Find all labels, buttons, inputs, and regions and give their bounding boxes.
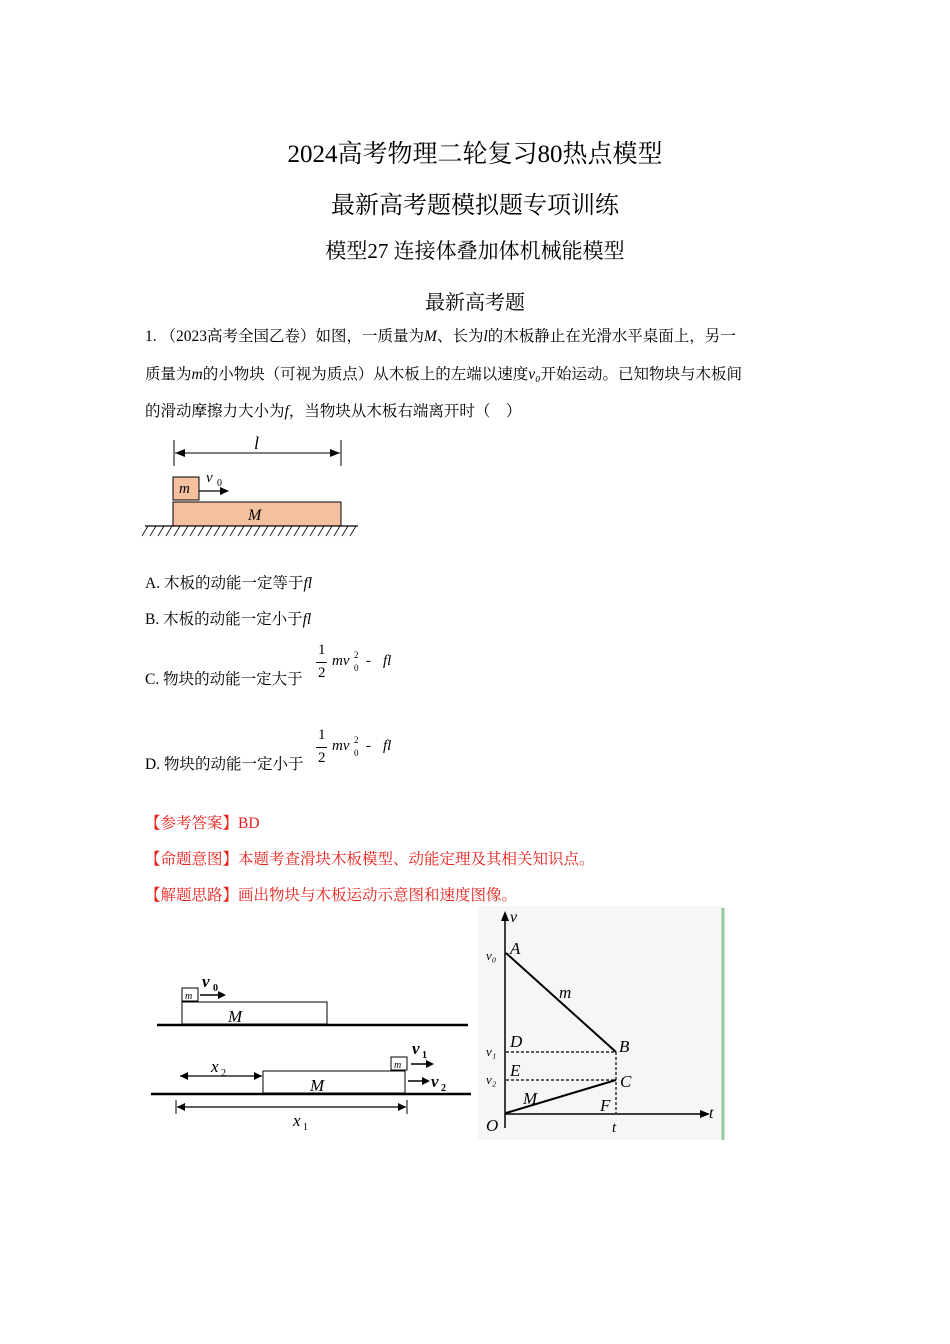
- document-title: 2024高考物理二轮复习80热点模型: [287, 141, 663, 168]
- M-label: M: [248, 507, 262, 524]
- v1-arrowhead: [426, 1060, 434, 1068]
- line-M-label: M: [523, 1089, 538, 1108]
- l-arrow-left: [175, 449, 185, 457]
- m-top-label: m: [185, 991, 193, 1002]
- question-line-1: 1. （2023高考全国乙卷）如图，一质量为M、长为l的木板静止在光滑水平桌面上，另一: [145, 328, 736, 345]
- point-D: D: [510, 1032, 523, 1051]
- answer-line: 【参考答案】BD: [145, 815, 260, 832]
- origin-label: O: [486, 1116, 499, 1135]
- x2-label: x: [211, 1057, 219, 1076]
- ground-hatch: [142, 526, 356, 536]
- point-B: B: [619, 1037, 630, 1056]
- axis-t-label: t: [709, 1105, 714, 1122]
- block-board-figure: [140, 430, 365, 545]
- option-d-formula: 1 2 mv 2 0 -: [318, 727, 371, 766]
- m-bottom-label: m: [394, 1060, 402, 1071]
- v1-sub: 1: [422, 1050, 427, 1061]
- l-arrow-right: [330, 449, 340, 457]
- option-a[interactable]: A. 木板的动能一定等于fl: [145, 575, 313, 592]
- point-F: F: [600, 1096, 611, 1115]
- option-d[interactable]: D. 物块的动能一定小于: [145, 756, 304, 773]
- M-top-label: M: [228, 1007, 243, 1026]
- model-title: 模型27 连接体叠加体机械能模型: [325, 239, 625, 263]
- option-b[interactable]: B. 木板的动能一定小于fl: [145, 611, 312, 628]
- point-C: C: [620, 1072, 632, 1091]
- tick-v1: v₁: [486, 1044, 497, 1059]
- tick-v2: v₂: [486, 1072, 497, 1087]
- motion-schematic: [145, 960, 480, 1140]
- v0-label: v: [206, 470, 213, 486]
- approach-line: 【解题思路】画出物块与木板运动示意图和速度图像。: [145, 887, 518, 904]
- point-E: E: [510, 1061, 521, 1080]
- l-label: l: [254, 433, 260, 453]
- axis-v-label: v: [510, 909, 518, 926]
- v2-sub: 2: [441, 1083, 446, 1094]
- v2-label: v: [431, 1072, 439, 1091]
- option-c[interactable]: C. 物块的动能一定大于: [145, 671, 303, 688]
- v0-subscript: 0: [217, 478, 222, 489]
- x1-arrow-right: [398, 1103, 406, 1111]
- question-line-3: 的滑动摩擦力大小为f，当物块从木板右端离开时（ ）: [145, 403, 522, 420]
- x2-arrow-left: [180, 1072, 188, 1080]
- option-c-formula: 1 2 mv 2 0 -: [318, 642, 371, 681]
- M-bottom-label: M: [310, 1076, 325, 1095]
- x2-arrow-right: [254, 1072, 262, 1080]
- option-c-fl: fl: [383, 653, 392, 669]
- document-subtitle: 最新高考题模拟题专项训练: [331, 193, 619, 219]
- intent-line: 【命题意图】本题考查滑块木板模型、动能定理及其相关知识点。: [145, 851, 595, 868]
- point-A: A: [510, 939, 521, 958]
- x1-sub: 1: [303, 1122, 308, 1133]
- v0-top-label: v: [202, 972, 210, 991]
- board-initial: [182, 1002, 327, 1024]
- v0-arrowhead2: [218, 991, 226, 999]
- option-d-fl: fl: [383, 738, 392, 754]
- v1-label: v: [412, 1039, 420, 1058]
- velocity-time-graph: [478, 906, 733, 1142]
- m-label: m: [179, 481, 190, 497]
- x2-sub: 2: [221, 1068, 226, 1079]
- tick-v0: v₀: [486, 948, 497, 963]
- section-heading: 最新高考题: [425, 292, 525, 314]
- line-m-label: m: [559, 983, 572, 1002]
- v2-arrowhead: [422, 1077, 430, 1085]
- tick-t: t: [612, 1120, 617, 1136]
- x1-arrow-left: [177, 1103, 185, 1111]
- board-final: [263, 1071, 405, 1093]
- x1-label: x: [293, 1111, 301, 1130]
- v0-top-sub: 0: [213, 983, 218, 994]
- question-line-2: 质量为m的小物块（可视为质点）从木板上的左端以速度v₀开始运动。已知物块与木板间: [145, 366, 743, 383]
